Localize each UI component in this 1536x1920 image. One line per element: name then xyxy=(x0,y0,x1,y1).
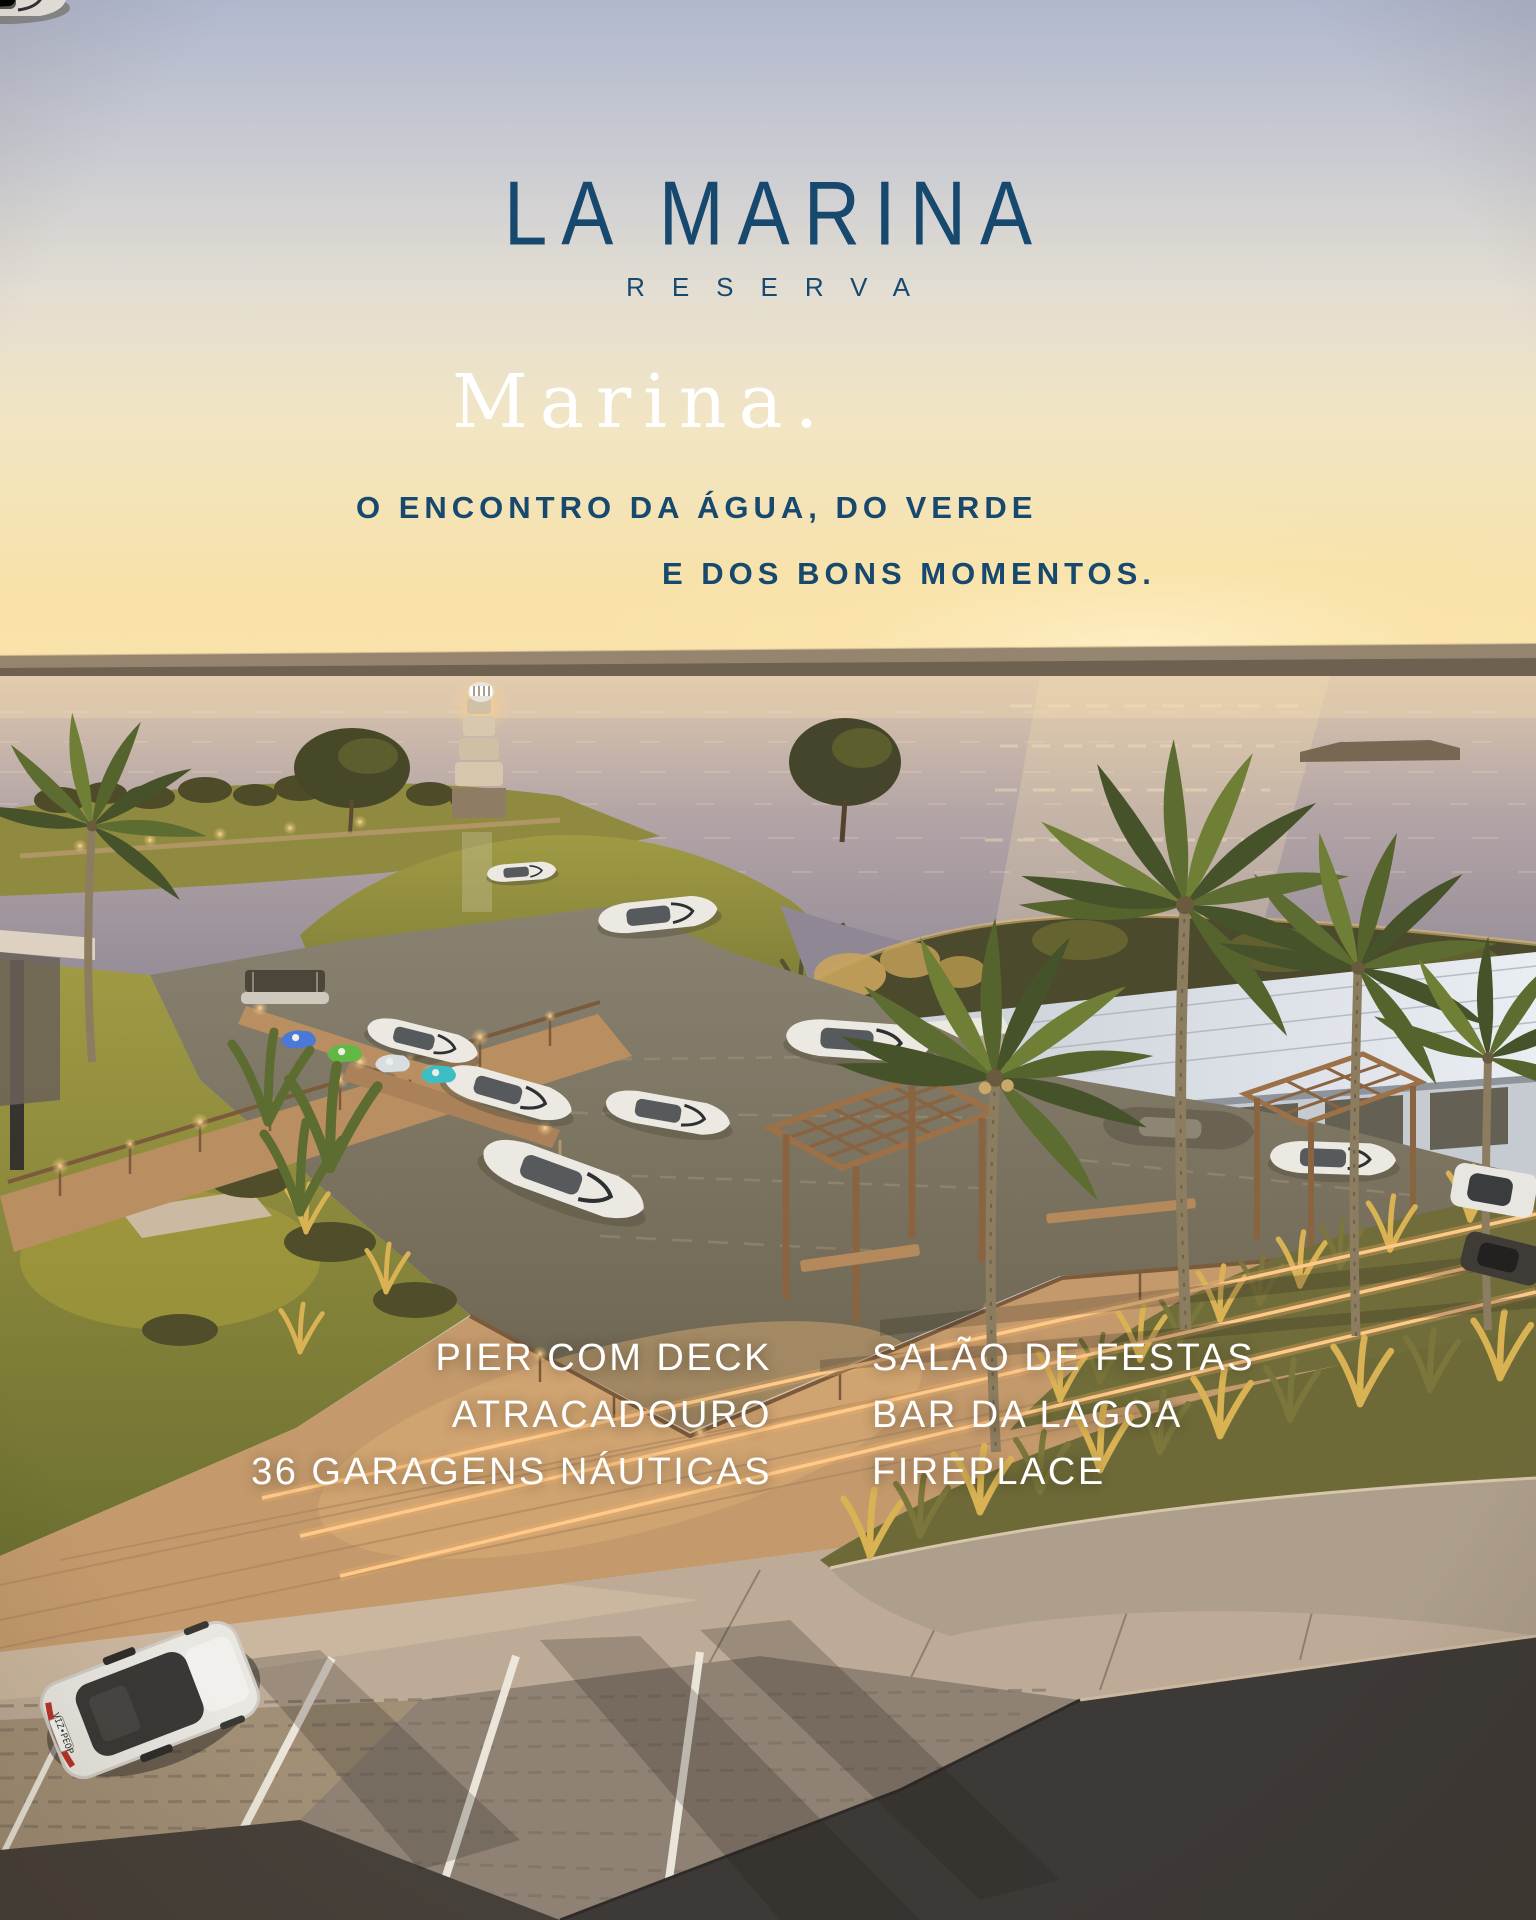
feature-list-leisure xyxy=(872,1330,1255,1501)
brand-sublabel: RESERVA xyxy=(626,272,937,302)
feature-item: BAR DA LAGOA xyxy=(872,1394,1183,1436)
brand-logo: LA MARINA xyxy=(503,162,1047,265)
feature-item: SALÃO DE FESTAS xyxy=(872,1337,1256,1379)
feature-item: 36 GARAGENS NÁUTICAS xyxy=(251,1451,772,1493)
feature-item: FIREPLACE xyxy=(872,1451,1106,1493)
feature-item: PIER COM DECK xyxy=(435,1337,772,1379)
tagline-line-2: E DOS BONS MOMENTOS. xyxy=(662,556,1156,591)
section-title: Marina. xyxy=(452,359,831,445)
brand-lockup xyxy=(0,162,1536,302)
feature-list-marina xyxy=(251,1330,772,1501)
tagline-line-1: O ENCONTRO DA ÁGUA, DO VERDE xyxy=(356,490,1038,525)
feature-item: ATRACADOURO xyxy=(451,1394,772,1436)
